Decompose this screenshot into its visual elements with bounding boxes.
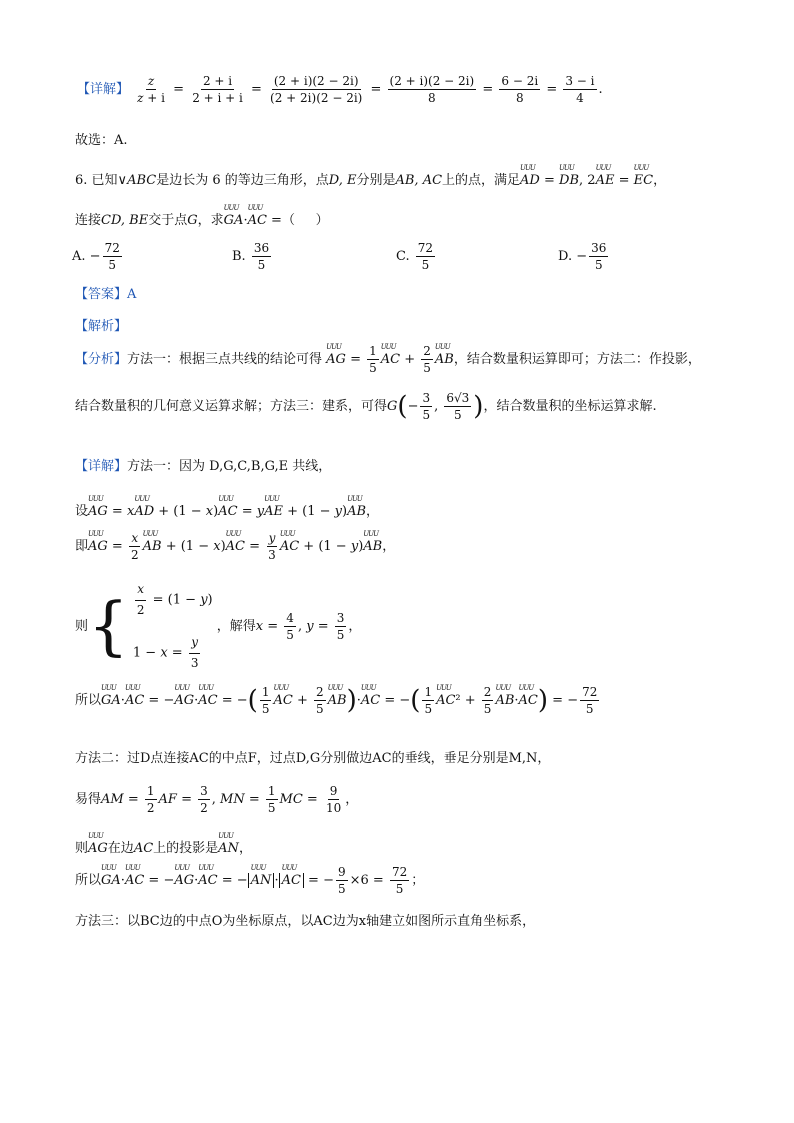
detail-header-row: 【详解】 $\frac{z}{z + i}$ = $\frac{2 + i}{2 + i + i}$ = $\frac{(2 + i)(2 - 2i)}{(2 + 2i)(2 - 2i)}$ = $\frac{(2 + i)(2 - 2i)}{8}$ = $\frac{6 - 2i}{8}$ = $\frac{3 - i}{4}$ . <box>77 74 603 105</box>
answer-tag: 【答案】A <box>75 287 137 302</box>
m2-line-1: 方法二：过D点连接AC的中点F，过点D,G分别做边AC的垂线，垂足分别是M,N， <box>75 751 551 766</box>
m2-line-3: 则UUU AG在边AC上的投影是UUU AN， <box>75 834 252 855</box>
m1-set: 设UUU AG = xUUU AD + (1 − x)UUU AC = yUUU AE + (1 − y)UUU AB， <box>75 497 379 518</box>
question-line-2: 连接CD, BE交于点G，求UUU GA·UUU AC =（ ） <box>75 206 329 227</box>
m1-system: 则{ $\frac{x}{2}$ = (1 − y) 1 − x = $\frac{y}{3}$ ，解得x = $\frac{4}{5}$ , y = $\frac{3}{5}$ ， <box>75 582 362 670</box>
m1-intro: 【详解】方法一：因为 D,G,C,B,G,E 共线， <box>75 459 332 474</box>
option-a[interactable]: A. − $\frac{72}{5}$ <box>72 241 120 272</box>
fraction: $\frac{z}{z + i}$ <box>137 74 166 105</box>
prev-answer: 故选：A. <box>75 133 128 148</box>
m1-ji: 即UUU AG = $\frac{x}{2}$ UUU AB + (1 − x)UUU AC = $\frac{y}{3}$ UUU AC + (1 − y)UUU AB， <box>75 532 395 561</box>
m3-line-1: 方法三：以BC边的中点O为坐标原点，以AC边为x轴建立如图所示直角坐标系， <box>75 914 536 929</box>
detail-tag: 【详解】 <box>77 82 130 97</box>
m2-line-4: 所以UUU GA·UUU AC = −UUU AG·UUU AC = −UUU AN ·UUU AC = − $\frac{9}{5}$ ×6 = $\frac{72}{5}$ ； <box>75 866 424 895</box>
option-c[interactable]: C. $\frac{72}{5}$ <box>396 241 434 272</box>
m2-line-2: 易得AM = $\frac{1}{2}$ AF = $\frac{3}{2}$ , MN = $\frac{1}{5}$ MC = $\frac{9}{10}$ ， <box>75 784 359 815</box>
m1-result: 所以UUU GA·UUU AC = −UUU AG·UUU AC = −( $\frac{1}{5}$ UUU AC + $\frac{2}{5}$ UUU AB)·UUU AC = −( $\frac{1}{5}$ UUU AC² + $\frac{2}{5}$ UUU AB·UUU AC) = − $\frac{72}{5}$ <box>75 686 601 715</box>
analysis-line-1: 【分析】方法一：根据三点共线的结论可得 UUU AG = $\frac{1}{5}$ UUU AC + $\frac{2}{5}$ UUU AB，结合数量积运算即可；方法二：作投影， <box>75 345 701 374</box>
option-d[interactable]: D. − $\frac{36}{5}$ <box>558 241 607 272</box>
analysis-line-2: 结合数量积的几何意义运算求解；方法三：建系，可得G(− $\frac{3}{5}$ , $\frac{6√3}{5}$ )，结合数量积的坐标运算求解. <box>75 391 657 422</box>
question-line-1: 6. 已知∨ABC是边长为 6 的等边三角形，点D, E分别是AB, AC上的点，满足UUU AD = UUU DB, 2UUU AE = UUU EC， <box>75 166 666 187</box>
option-b[interactable]: B. $\frac{36}{5}$ <box>232 241 270 272</box>
analysis-tag: 【解析】 <box>75 319 128 334</box>
